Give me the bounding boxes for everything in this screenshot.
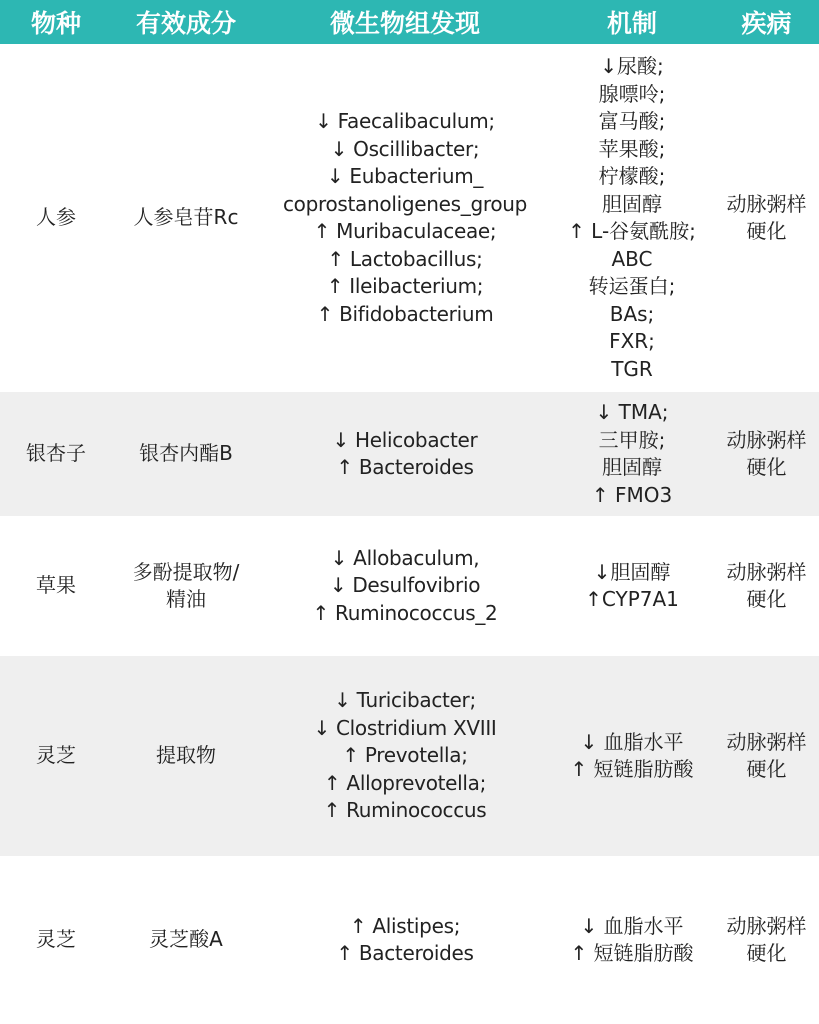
cell-microbiome-line: ↑ Prevotella; (342, 743, 468, 768)
cell-mechanism-line: ABC (611, 246, 653, 271)
cell-disease-line: 动脉粥样 (726, 427, 807, 452)
cell-microbiome-line: ↓ Oscillibacter; (330, 136, 480, 161)
cell-species (0, 926, 112, 954)
cell-species-line: 灵芝 (36, 927, 76, 952)
cell-species (0, 572, 112, 600)
cell-component-line: 灵芝酸A (149, 927, 223, 952)
table-row (0, 656, 819, 856)
cell-disease-line: 硬化 (746, 941, 787, 965)
cell-component-line: 精油 (166, 587, 206, 611)
header-mechanism: 机制 (606, 9, 657, 38)
cell-component-line: 多酚提取物/ (132, 559, 240, 584)
cell-disease-line: 动脉粥样 (726, 559, 807, 584)
cell-microbiome-line: ↑ Muribaculaceae; (313, 219, 497, 243)
cell-disease-line: 动脉粥样 (726, 729, 807, 754)
cell-microbiome-line: ↓ Desulfovibrio (329, 573, 481, 598)
cell-disease (714, 559, 819, 614)
header-disease: 疾病 (741, 9, 792, 38)
cell-component-line: 人参皂苷Rc (133, 205, 239, 230)
cell-mechanism-line: ↑CYP7A1 (585, 587, 679, 611)
cell-component (112, 440, 260, 468)
cell-mechanism (550, 399, 714, 509)
cell-disease-line: 硬化 (746, 587, 787, 611)
cell-microbiome-line: ↓ Clostridium XVIII (313, 715, 497, 740)
cell-mechanism-line: ↓尿酸; (600, 54, 664, 78)
cell-mechanism-line: 转运蛋白; (588, 274, 676, 298)
cell-component-line: 银杏内酯B (139, 441, 233, 466)
cell-mechanism-line: 胆固醇 (602, 455, 662, 479)
cell-mechanism-line: 腺嘌呤; (598, 81, 666, 106)
cell-mechanism (550, 913, 714, 968)
cell-mechanism (550, 53, 714, 383)
cell-species-line: 灵芝 (36, 743, 76, 768)
cell-species (0, 742, 112, 770)
table-row (0, 516, 819, 656)
cell-microbiome-line: ↑ Lactobacillus; (327, 246, 483, 271)
cell-microbiome-line: ↑ Ruminococcus (323, 798, 487, 823)
cell-microbiome (260, 545, 550, 628)
cell-disease (714, 729, 819, 784)
cell-component (112, 926, 260, 954)
cell-microbiome-line: ↑ Alistipes; (349, 913, 461, 938)
cell-species-line: 人参 (36, 205, 76, 230)
cell-microbiome (260, 687, 550, 825)
cell-mechanism-line: FXR; (609, 329, 655, 353)
cell-mechanism-line: ↓ TMA; (595, 400, 669, 424)
cell-microbiome-line: ↑ Ruminococcus_2 (312, 600, 498, 625)
cell-microbiome-line: ↑ Bacteroides (336, 941, 474, 965)
cell-mechanism-line: 苹果酸; (598, 136, 666, 161)
cell-mechanism-line: 胆固醇 (602, 191, 662, 216)
cell-microbiome-line: coprostanoligenes_group (282, 191, 528, 216)
cell-mechanism (550, 729, 714, 784)
header-species: 物种 (30, 9, 81, 38)
cell-microbiome-line: ↑ Ileibacterium; (326, 274, 484, 298)
cell-mechanism-line: 柠檬酸; (598, 164, 666, 188)
cell-species-line: 银杏子 (26, 441, 86, 466)
cell-component (112, 559, 260, 614)
cell-species-line: 草果 (36, 573, 76, 598)
cell-mechanism-line: ↑ FMO3 (591, 482, 673, 507)
cell-disease-line: 硬化 (746, 219, 787, 243)
cell-disease-line: 动脉粥样 (726, 191, 807, 216)
cell-microbiome-line: ↓ Faecalibaculum; (315, 109, 495, 133)
cell-microbiome-line: ↑ Bacteroides (336, 455, 474, 479)
cell-species (0, 440, 112, 468)
cell-microbiome-line: ↑ Bifidobacterium (316, 301, 494, 326)
table-row (0, 44, 819, 392)
cell-mechanism-line: ↑ 短链脂肪酸 (570, 941, 694, 965)
cell-component (112, 742, 260, 770)
header-component: 有效成分 (135, 9, 236, 38)
cell-mechanism-line: TGR (611, 356, 653, 381)
cell-mechanism-line: ↓ 血脂水平 (580, 729, 684, 754)
cell-microbiome (260, 913, 550, 968)
table-row (0, 856, 819, 1024)
cell-mechanism-line: 富马酸; (598, 109, 666, 133)
cell-disease (714, 191, 819, 246)
cell-mechanism-line: BAs; (609, 301, 655, 326)
cell-component-line: 提取物 (156, 743, 216, 768)
cell-mechanism-line: ↑ 短链脂肪酸 (570, 757, 694, 781)
cell-mechanism-line: ↓ 血脂水平 (580, 913, 684, 938)
cell-species (0, 204, 112, 232)
cell-microbiome (260, 108, 550, 328)
header-microbiome: 微生物组发现 (329, 9, 480, 38)
cell-component (112, 204, 260, 232)
cell-microbiome-line: ↓ Helicobacter (332, 427, 478, 452)
cell-mechanism-line: ↓胆固醇 (593, 559, 671, 584)
cell-microbiome-line: ↓ Eubacterium_ (326, 164, 484, 188)
cell-mechanism (550, 559, 714, 614)
cell-disease-line: 硬化 (746, 757, 787, 781)
cell-disease-line: 动脉粥样 (726, 913, 807, 938)
cell-microbiome-line: ↓ Allobaculum, (330, 545, 480, 570)
cell-microbiome (260, 427, 550, 482)
table-row (0, 392, 819, 516)
cell-microbiome-line: ↑ Alloprevotella; (323, 770, 487, 795)
cell-microbiome-line: ↓ Turicibacter; (334, 688, 476, 713)
cell-disease (714, 913, 819, 968)
cell-disease-line: 硬化 (746, 455, 787, 479)
cell-mechanism-line: ↑ L-谷氨酰胺; (568, 219, 696, 243)
cell-disease (714, 427, 819, 482)
cell-mechanism-line: 三甲胺; (598, 427, 666, 452)
table-header (0, 0, 819, 44)
table-body (0, 44, 819, 1024)
